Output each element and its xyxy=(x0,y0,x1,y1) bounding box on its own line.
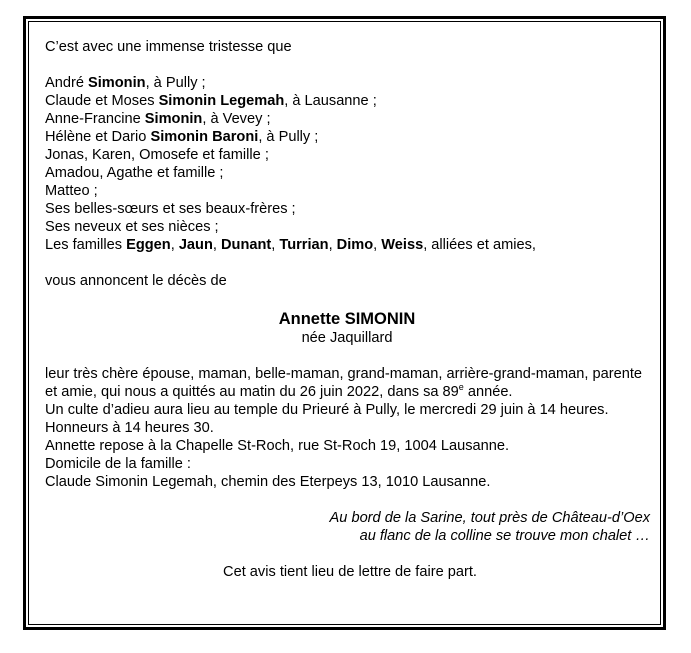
family-text: Ses belles-sœurs et ses beaux-frères ; xyxy=(45,201,296,217)
family-line xyxy=(45,218,655,236)
family-surname: Jaun xyxy=(178,237,213,253)
family-surname: Dimo xyxy=(336,237,374,253)
family-line xyxy=(45,164,655,182)
family-line xyxy=(45,146,655,164)
family-line xyxy=(45,236,655,254)
family-text: Amadou, Agathe et famille ; xyxy=(45,165,224,181)
poem-line: Au bord de la Sarine, tout près de Château-d’Oex xyxy=(329,510,650,526)
family-line xyxy=(45,128,655,146)
family-surname: Simonin xyxy=(88,75,146,91)
family-text: Claude et Moses xyxy=(45,93,159,109)
ordinal-suffix: e xyxy=(458,382,464,393)
family-text: , xyxy=(170,237,179,253)
family-text: Matteo ; xyxy=(45,183,98,199)
body-paragraph-2: Un culte d’adieu aura lieu au temple du Prieuré à Pully, le mercredi 29 juin à 14 heures. xyxy=(45,402,609,418)
body-paragraph-6: Claude Simonin Legemah, chemin des Eterpeys 13, 1010 Lausanne. xyxy=(45,474,491,490)
body-p1-end: année. xyxy=(463,384,513,400)
family-text: Les familles xyxy=(45,237,127,253)
family-line xyxy=(45,74,655,92)
family-line xyxy=(45,200,655,218)
closing-text: Cet avis tient lieu de lettre de faire part. xyxy=(223,564,477,580)
family-text: André xyxy=(45,75,88,91)
family-text: Anne-Francine xyxy=(45,111,145,127)
family-surname: Simonin Baroni xyxy=(150,129,259,145)
family-text: , xyxy=(373,237,382,253)
family-text: , à Vevey ; xyxy=(202,111,271,127)
body-paragraph-5: Domicile de la famille : xyxy=(45,456,191,472)
family-text: , à Pully ; xyxy=(258,129,319,145)
announce-text: vous annoncent le décès de xyxy=(45,273,227,289)
family-surname: Weiss xyxy=(381,237,424,253)
body-paragraph-1 xyxy=(45,365,645,401)
family-text: , xyxy=(271,237,280,253)
family-line xyxy=(45,110,655,128)
family-surname: Simonin xyxy=(144,111,203,127)
family-surname: Turrian xyxy=(279,237,329,253)
poem xyxy=(45,509,655,545)
poem-line: au flanc de la colline se trouve mon chalet … xyxy=(359,528,650,544)
obituary-notice xyxy=(45,38,655,581)
family-text: Hélène et Dario xyxy=(45,129,151,145)
family-text: , xyxy=(328,237,337,253)
family-text: Jonas, Karen, Omosefe et famille ; xyxy=(45,147,269,163)
body-paragraph-3: Honneurs à 14 heures 30. xyxy=(45,420,214,436)
body-p1-text: leur très chère épouse, maman, belle-maman, grand-maman, arrière-grand-maman, parente et amie, qui nous a quittés au matin du 26 juin 2022, dans sa 89 xyxy=(45,366,642,400)
body-paragraph-4: Annette repose à la Chapelle St-Roch, rue St-Roch 19, 1004 Lausanne. xyxy=(45,438,510,454)
family-text: , alliées et amies, xyxy=(423,237,536,253)
family-text: , à Lausanne ; xyxy=(284,93,377,109)
family-text: Ses neveux et ses nièces ; xyxy=(45,219,219,235)
family-list xyxy=(45,74,655,254)
family-line xyxy=(45,92,655,110)
family-line xyxy=(45,182,655,200)
deceased-name: Annette SIMONIN xyxy=(278,310,416,328)
family-text: , xyxy=(212,237,221,253)
intro-text: C’est avec une immense tristesse que xyxy=(45,39,292,55)
family-surname: Simonin Legemah xyxy=(158,93,285,109)
family-surname: Dunant xyxy=(220,237,272,253)
family-text: , à Pully ; xyxy=(145,75,206,91)
maiden-name: née Jaquillard xyxy=(301,330,393,346)
family-surname: Eggen xyxy=(126,237,171,253)
